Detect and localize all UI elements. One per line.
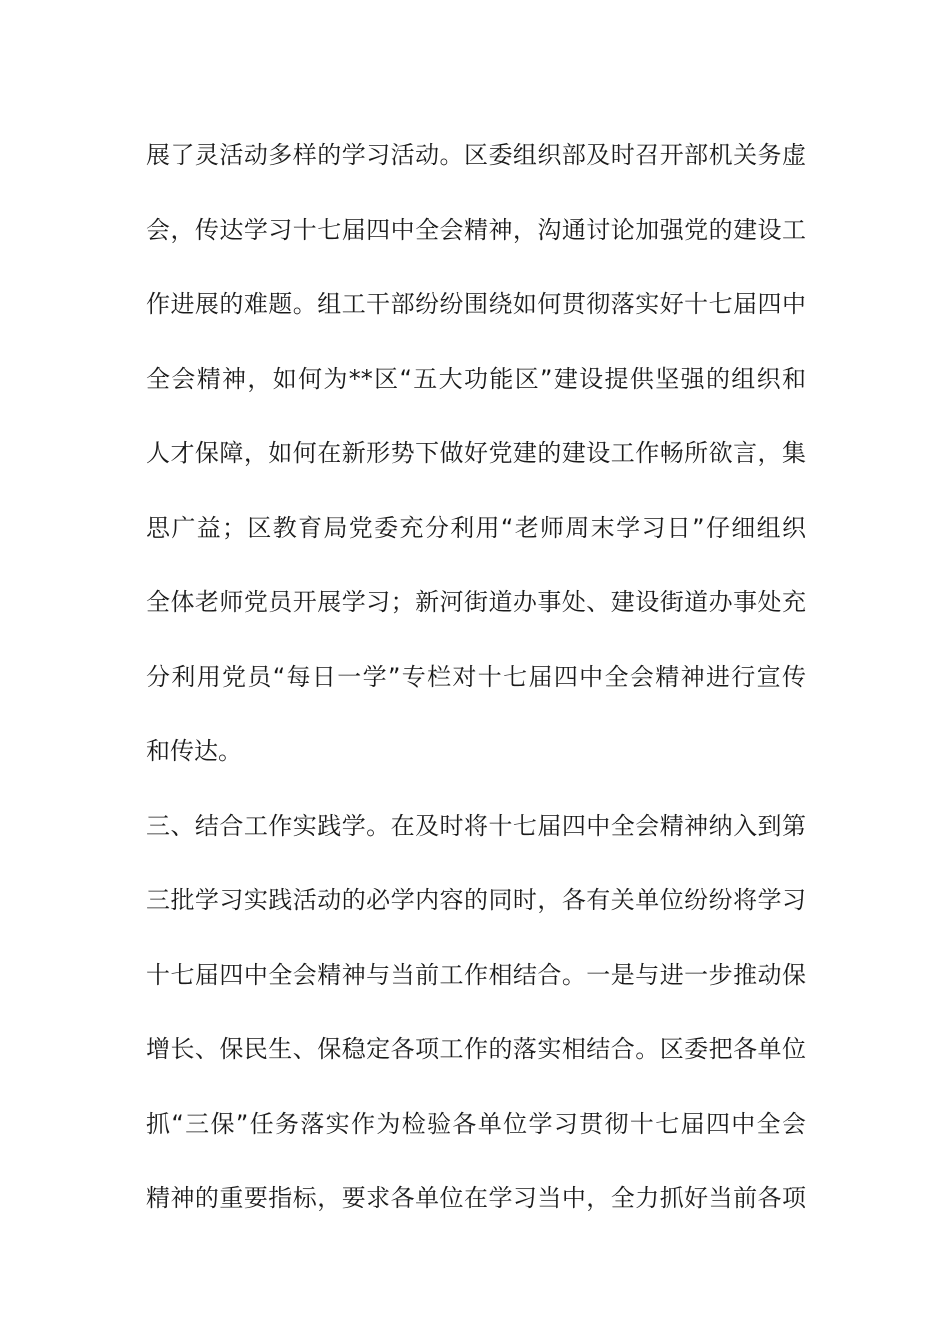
text-line: 展了灵活动多样的学习活动。区委组织部及时召开部机关务虚 [146,141,806,169]
text-line: 全体老师党员开展学习；新河街道办事处、建设街道办事处充 [146,588,806,616]
text-line: 精神的重要指标，要求各单位在学习当中，全力抓好当前各项 [146,1184,806,1212]
text-line: 全会精神，如何为**区“五大功能区”建设提供坚强的组织和 [146,364,806,393]
text-line: 和传达。 [146,737,242,765]
text-line: 分利用党员“每日一学”专栏对十七届四中全会精神进行宣传 [146,662,806,691]
text-line: 思广益；区教育局党委充分利用“老师周末学习日”仔细组织 [146,513,806,542]
text-line: 十七届四中全会精神与当前工作相结合。一是与进一步推动保 [146,960,806,989]
text-line: 三批学习实践活动的必学内容的同时，各有关单位纷纷将学习 [146,886,806,914]
text-line: 会，传达学习十七届四中全会精神，沟通讨论加强党的建设工 [146,215,806,244]
text-line: 人才保障，如何在新形势下做好党建的建设工作畅所欲言，集 [146,439,806,467]
text-line: 三、结合工作实践学。在及时将十七届四中全会精神纳入到第 [146,811,806,840]
text-line: 增长、保民生、保稳定各项工作的落实相结合。区委把各单位 [146,1035,806,1063]
text-line: 作进展的难题。组工干部纷纷围绕如何贯彻落实好十七届四中 [146,290,806,318]
text-line: 抓“三保”任务落实作为检验各单位学习贯彻十七届四中全会 [146,1109,806,1138]
body-text [146,133,806,1251]
